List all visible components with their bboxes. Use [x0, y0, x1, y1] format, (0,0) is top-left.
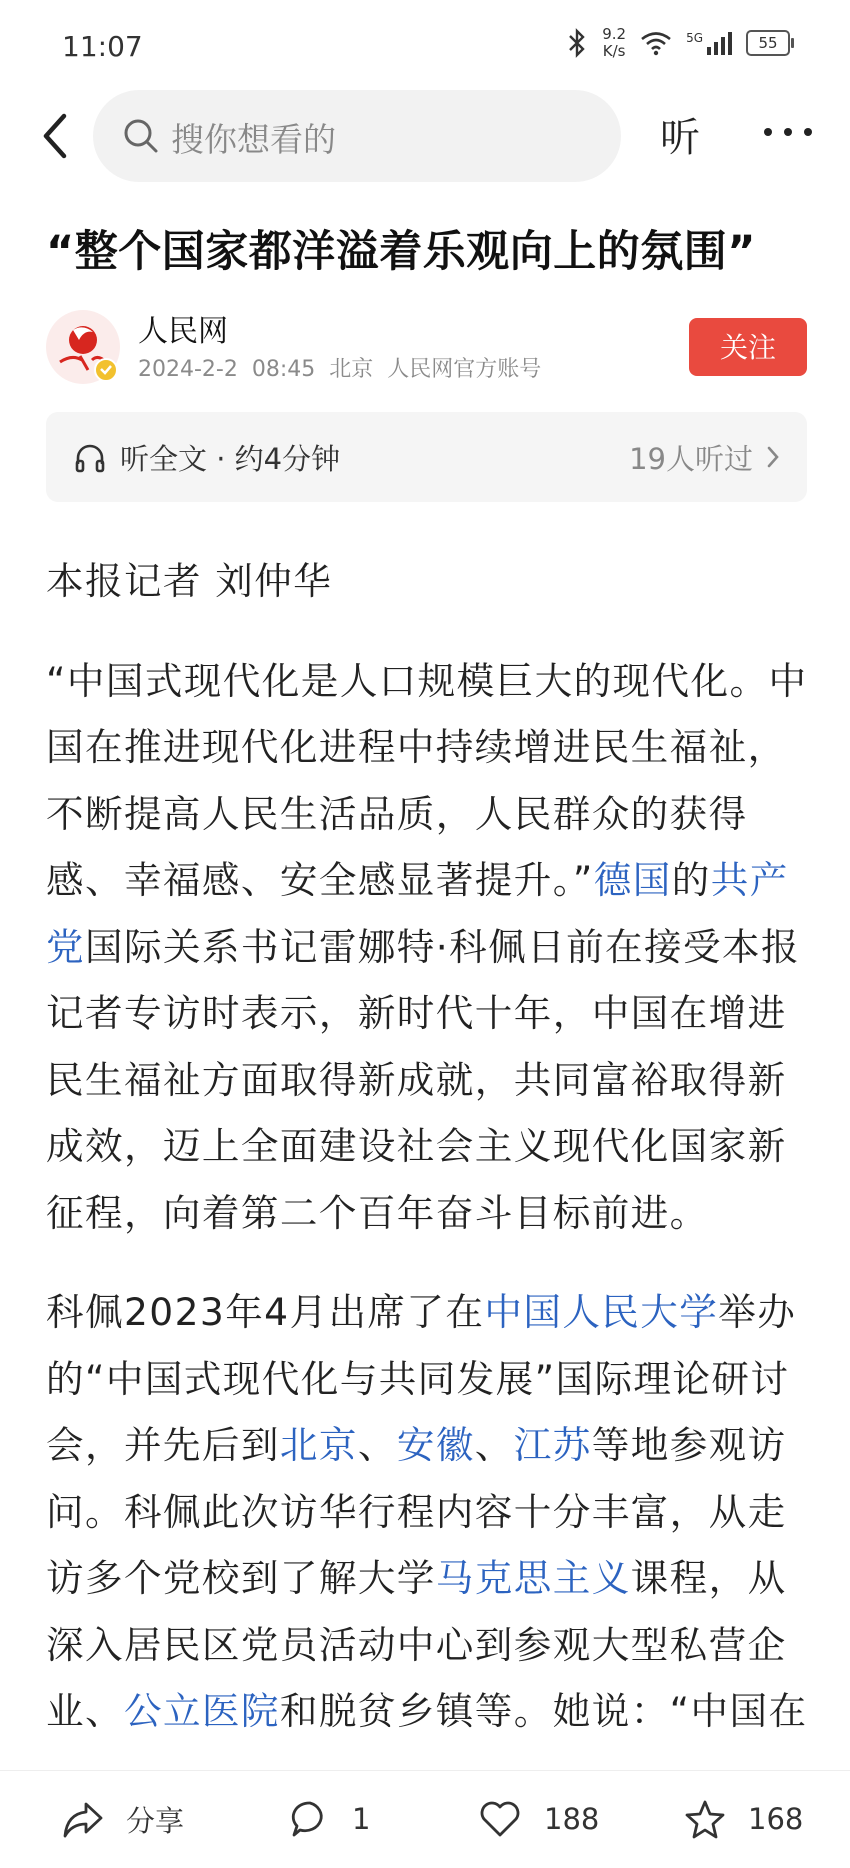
- link-jiangsu[interactable]: 江苏: [513, 1423, 592, 1467]
- link-communist-party[interactable]: 共产党: [46, 858, 789, 969]
- battery-icon: 55: [746, 30, 790, 56]
- publish-location: 北京: [329, 357, 374, 382]
- paragraph-1: “中国式现代化是人口规模巨大的现代化。中国在推进现代化进程中持续增进民生福祉，不断提高人民生活品质，人民群众的获得感、幸福感、安全感显著提升。”德国的共产党国际关系书记雷娜特·科佩日前在接受本报记者专访时表示，新时代十年，中国在增进民生福祉方面取得新成就，共同富裕取得新成效，迈上全面建设社会主义现代化国家新征程，向着第二个百年奋斗目标前进。: [46, 658, 808, 1235]
- author-meta: [138, 352, 555, 383]
- wifi-icon: [640, 30, 672, 56]
- account-type: 人民网官方账号: [387, 357, 542, 382]
- heart-icon: [478, 1799, 522, 1839]
- chevron-right-icon: [763, 443, 783, 471]
- status-bar: [0, 0, 850, 88]
- share-label: 分享: [126, 1804, 185, 1838]
- reporter-line: 本报记者 刘仲华: [46, 559, 333, 603]
- people-daily-logo-icon: [46, 310, 120, 384]
- comment-icon: [290, 1799, 330, 1839]
- listen-count: 19人听过: [629, 442, 753, 476]
- link-beijing[interactable]: 北京: [279, 1423, 358, 1467]
- bluetooth-icon: [566, 28, 588, 58]
- more-icon[interactable]: [758, 102, 818, 162]
- signal-bars-icon: [706, 31, 732, 55]
- link-marxism[interactable]: 马克思主义: [435, 1556, 631, 1600]
- star-icon: [684, 1799, 726, 1839]
- top-nav: [0, 88, 850, 188]
- author-avatar[interactable]: [46, 310, 120, 384]
- bottom-action-bar: [0, 1770, 850, 1868]
- share-icon: [62, 1800, 104, 1840]
- search-icon: [121, 116, 161, 156]
- search-bar[interactable]: [93, 90, 621, 182]
- link-renmin-university[interactable]: 中国人民大学: [484, 1290, 719, 1334]
- share-button[interactable]: [62, 1799, 184, 1840]
- follow-button[interactable]: 关注: [689, 318, 807, 376]
- favorite-button[interactable]: [684, 1799, 803, 1839]
- status-icons: [566, 26, 790, 60]
- listen-full-text-label: 听全文 · 约4分钟: [120, 442, 341, 476]
- net-speed: 9.2 K/s: [602, 25, 627, 60]
- article-body: [46, 548, 816, 1778]
- publish-date: 2024-2-2: [138, 357, 238, 382]
- back-arrow-icon[interactable]: [34, 106, 78, 166]
- comment-button[interactable]: [290, 1799, 370, 1839]
- status-time: 11:07: [62, 30, 143, 63]
- paragraph-2: 科佩2023年4月出席了在中国人民大学举办的“中国式现代化与共同发展”国际理论研讨会，并先后到北京、安徽、江苏等地参观访问。科佩此次访华行程内容十分丰富，从走访多个党校到了解大学马克思主义课程，从深入居民区党员活动中心到参观大型私营企业、公立医院和脱贫乡镇等。她说：“中国在: [46, 1290, 808, 1733]
- favorite-count: 168: [748, 1802, 804, 1836]
- signal-indicator: 5G: [686, 31, 732, 55]
- link-public-hospital[interactable]: 公立医院: [123, 1689, 280, 1733]
- comment-count: 1: [352, 1802, 371, 1836]
- article-title: “整个国家都洋溢着乐观向上的氛围”: [46, 227, 757, 277]
- listen-button[interactable]: 听: [660, 115, 700, 161]
- listen-full-text-bar[interactable]: [46, 412, 807, 502]
- headphone-icon: [74, 442, 106, 474]
- link-germany[interactable]: 德国: [593, 858, 672, 902]
- like-count: 188: [544, 1802, 600, 1836]
- publish-time: 08:45: [251, 357, 316, 382]
- search-placeholder: 搜你想看的: [171, 120, 336, 159]
- like-button[interactable]: [478, 1799, 599, 1839]
- author-name[interactable]: 人民网: [138, 314, 228, 349]
- link-anhui[interactable]: 安徽: [396, 1423, 475, 1467]
